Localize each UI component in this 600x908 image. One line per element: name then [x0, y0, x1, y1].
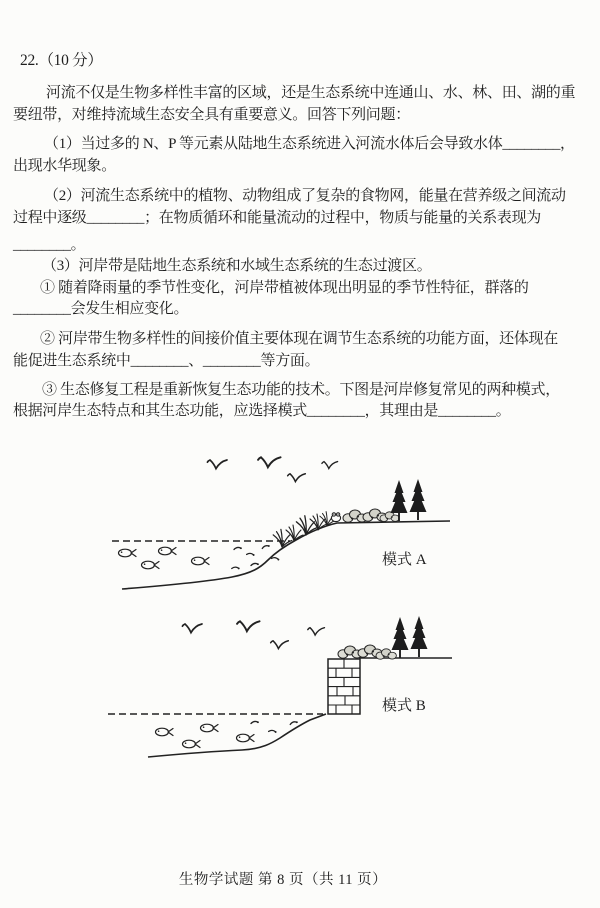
part3-sub1-line-2: ________会发生相应变化。	[13, 301, 189, 317]
part2-line-2: 过程中逐级________；在物质循环和能量流动的过程中，物质与能量的关系表现为	[13, 210, 542, 226]
fish-fry-icon	[232, 545, 280, 570]
part2-line-3: ________。	[13, 237, 86, 253]
part3-intro: （3）河岸带是陆地生态系统和水域生态系统的生态过渡区。	[42, 258, 432, 274]
page-footer: 生物学试题 第 8 页（共 11 页）	[178, 872, 388, 888]
diagram-mode-a	[60, 445, 480, 610]
part3-sub3-line-1: ③ 生态修复工程是重新恢复生态功能的技术。下图是河岸修复常见的两种模式，	[42, 382, 560, 398]
question-number: 22.（10 分）	[20, 52, 103, 69]
riverbed-line	[148, 714, 326, 757]
part3-sub3-line-2: 根据河岸生态特点和其生态功能，应选择模式________，其理由是________。	[13, 403, 511, 419]
part3-sub1-line-1: ① 随着降雨量的季节性变化，河岸带植被体现出明显的季节性特征，群落的	[40, 280, 529, 296]
diagram-mode-b	[60, 612, 480, 772]
fish-icon	[156, 724, 255, 748]
part1-line-1: （1）当过多的 N、P 等元素从陆地生态系统进入河流水体后会导致水体________，	[44, 136, 575, 152]
part1-line-2: 出现水华现象。	[13, 158, 116, 174]
reeds-icon	[273, 512, 335, 547]
part3-sub2-line-1: ② 河岸带生物多样性的间接价值主要体现在调节生态系统的功能方面，还体现在	[40, 331, 558, 347]
intro-line-1: 河流不仅是生物多样性丰富的区域，还是生态系统中连通山、水、林、田、湖的重	[46, 85, 576, 101]
shrubs-icon	[343, 509, 399, 522]
mode-b-label: 模式 B	[382, 698, 426, 714]
frog-icon	[331, 513, 340, 522]
pine-trees-icon	[392, 616, 428, 658]
birds-icon	[182, 621, 324, 648]
part3-sub2-line-2: 能促进生态系统中________、________等方面。	[13, 353, 320, 369]
shrubs-icon	[338, 645, 396, 659]
mode-a-label: 模式 A	[382, 552, 427, 568]
retaining-wall-icon	[328, 659, 360, 714]
intro-line-2: 要纽带，对维持流域生态安全具有重要意义。回答下列问题：	[13, 107, 410, 123]
birds-icon	[207, 457, 337, 481]
part2-line-1: （2）河流生态系统中的植物、动物组成了复杂的食物网，能量在营养级之间流动	[44, 188, 566, 204]
fish-icon	[119, 547, 210, 569]
